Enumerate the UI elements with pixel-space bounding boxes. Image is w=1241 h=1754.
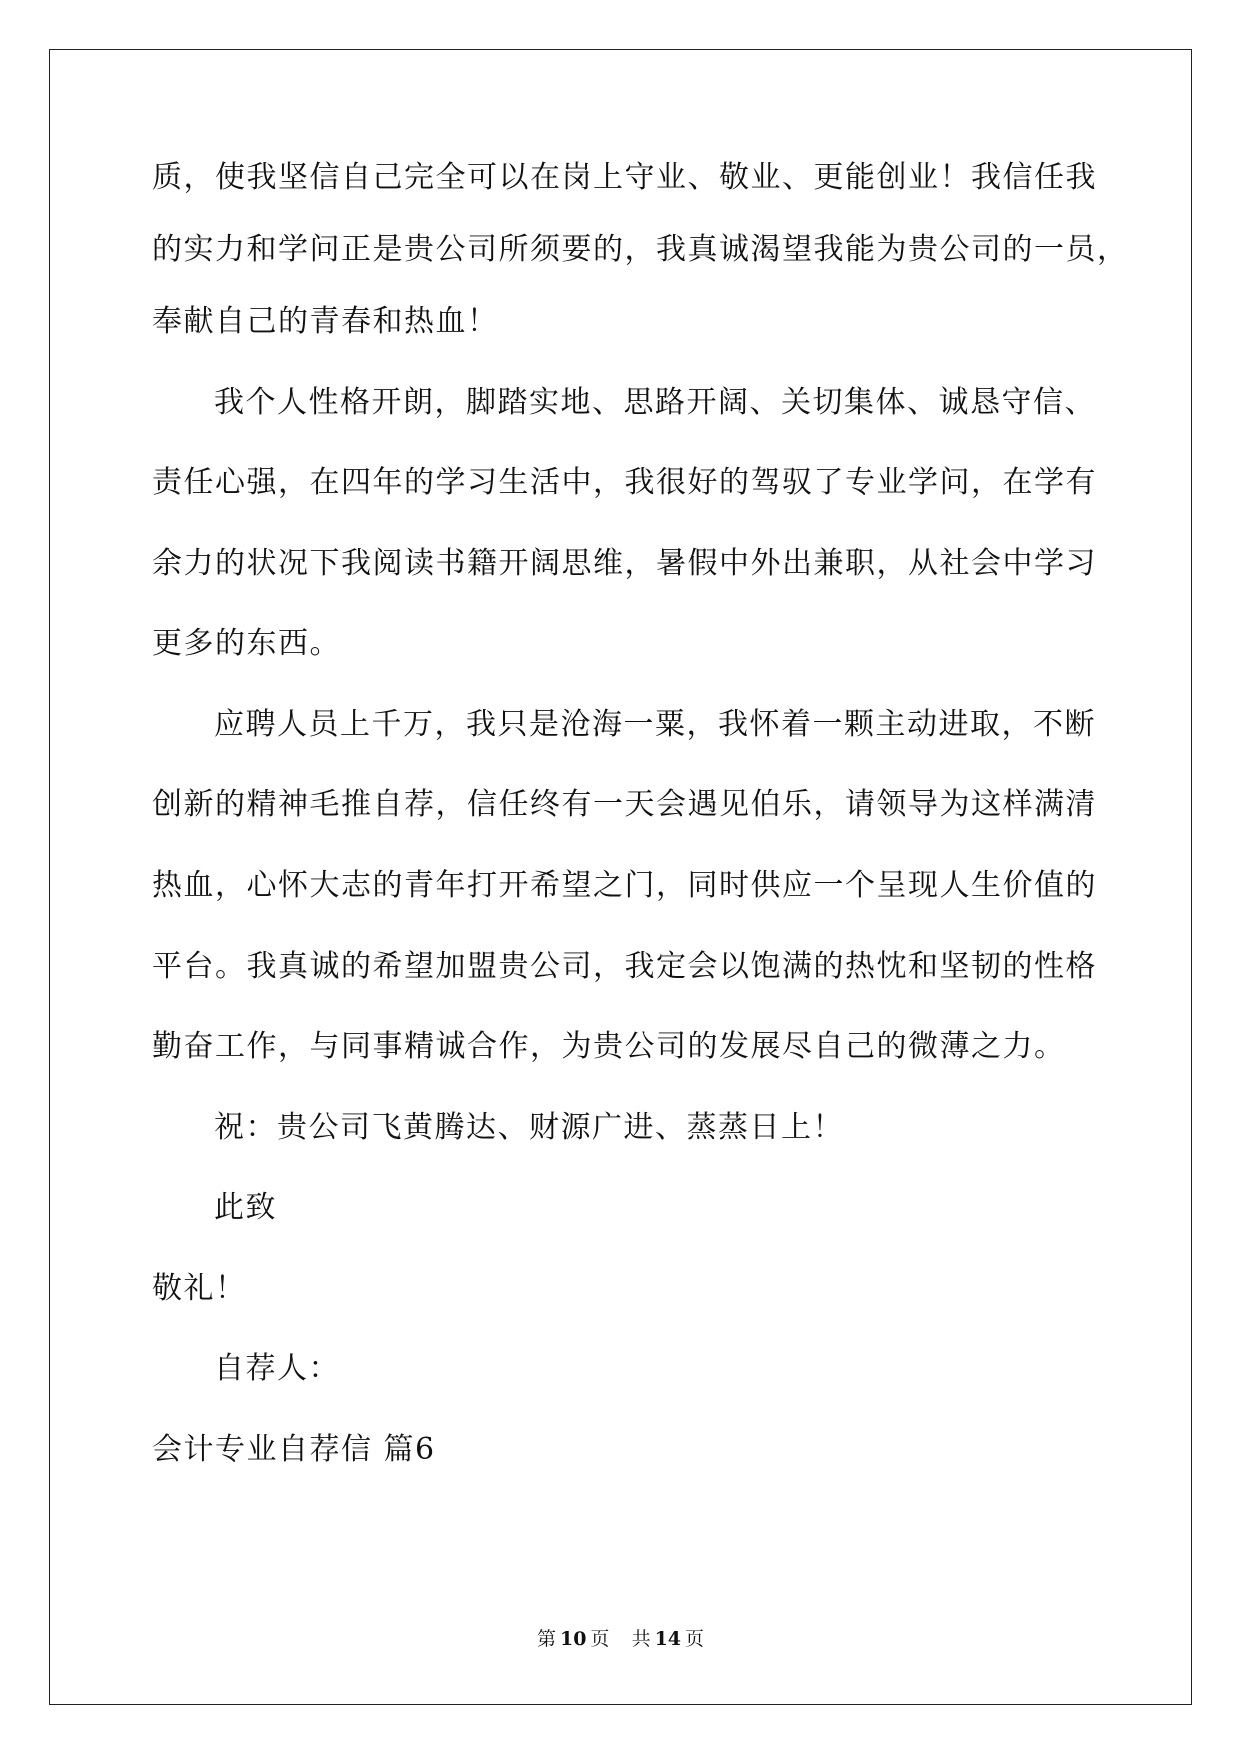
footer-page-suffix: 页 — [590, 1628, 610, 1650]
closing-salutation: 此致 — [214, 1190, 277, 1225]
text-line: 创新的精神毛推自荐，信任终有一天会遇见伯乐，请领导为这样满清 — [152, 787, 1097, 822]
text-line: 平台。我真诚的希望加盟贵公司，我定会以饱满的热忱和坚韧的性格 — [152, 949, 1097, 984]
closing-wish: 祝：贵公司飞黄腾达、财源广进、蒸蒸日上！ — [214, 1110, 844, 1145]
footer-page-prefix: 第 — [536, 1628, 556, 1650]
section-heading: 会计专业自荐信 篇6 — [152, 1432, 436, 1467]
text-line: 的实力和学问正是贵公司所须要的，我真诚渴望我能为贵公司的一员， — [152, 232, 1129, 267]
signature-label: 自荐人： — [214, 1351, 340, 1386]
footer-page-number: 10 — [559, 1628, 587, 1650]
paragraph-start-line: 应聘人员上千万，我只是沧海一粟，我怀着一颗主动进取，不断 — [214, 707, 1096, 742]
footer-total-suffix: 页 — [685, 1628, 705, 1650]
text-line: 勤奋工作，与同事精诚合作，为贵公司的发展尽自己的微薄之力。 — [152, 1029, 1066, 1064]
text-line: 奉献自己的青春和热血！ — [152, 304, 499, 339]
text-line: 更多的东西。 — [152, 626, 341, 661]
footer-total-prefix: 共 — [631, 1628, 651, 1650]
paragraph-start-line: 我个人性格开朗，脚踏实地、思路开阔、关切集体、诚恳守信、 — [214, 385, 1096, 420]
text-line: 热血，心怀大志的青年打开希望之门，同时供应一个呈现人生价值的 — [152, 868, 1097, 903]
page-footer — [0, 1624, 1241, 1651]
text-line: 余力的状况下我阅读书籍开阔思维，暑假中外出兼职，从社会中学习 — [152, 546, 1097, 581]
text-line: 责任心强，在四年的学习生活中，我很好的驾驭了专业学问，在学有 — [152, 465, 1097, 500]
closing-regards: 敬礼！ — [152, 1271, 247, 1306]
text-line: 质，使我坚信自己完全可以在岗上守业、敬业、更能创业！我信任我 — [152, 160, 1097, 195]
footer-total-pages: 14 — [654, 1628, 682, 1650]
